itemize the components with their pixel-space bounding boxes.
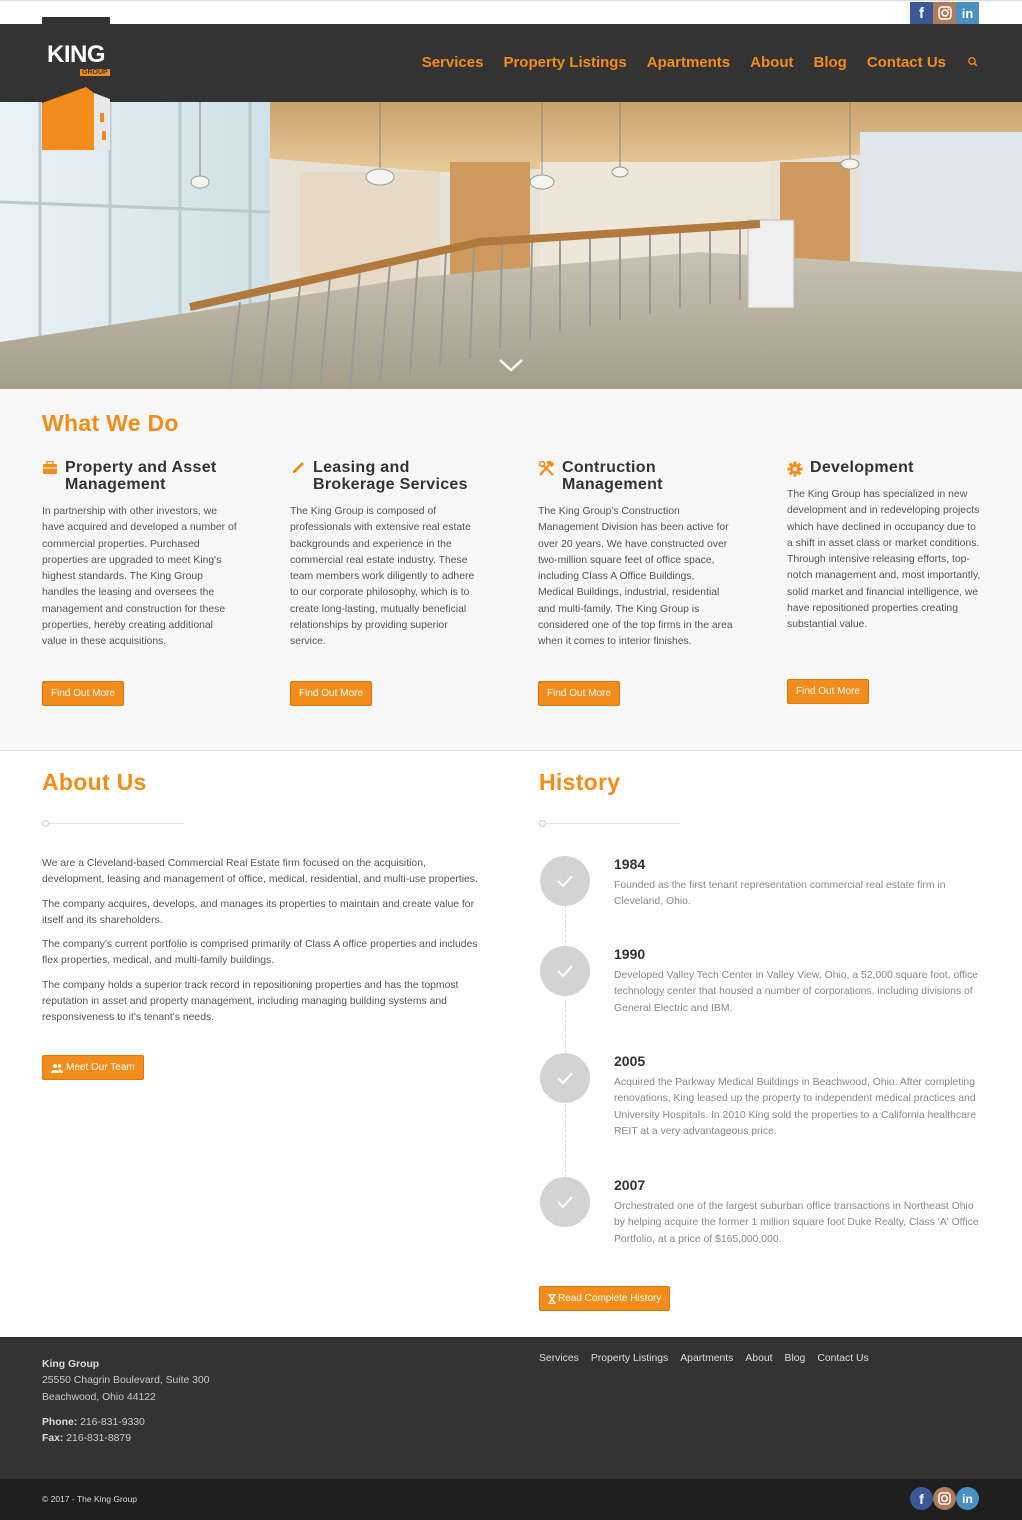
king-group-logo[interactable] — [42, 17, 110, 150]
nav-property-listings[interactable]: Property Listings — [503, 54, 627, 71]
instagram-icon[interactable] — [933, 2, 956, 24]
read-complete-history-label: Read Complete History — [558, 1293, 662, 1304]
timeline-text: Orchestrated one of the largest suburban office transactions in Northeast Ohio by helping acquire the former 1 million square foot Duke Realty, Class 'A' Office Portfolio, at a price of $165,000,000. — [614, 1201, 979, 1245]
find-out-more-button[interactable]: Find Out More — [42, 681, 124, 706]
meet-our-team-button[interactable] — [42, 1055, 144, 1080]
footer-nav — [539, 1353, 869, 1364]
timeline-text: Founded as the first tenant representation commercial real estate firm in Cleveland, Ohio. — [614, 880, 946, 908]
briefcase-icon — [42, 461, 58, 475]
service-title-line2: Brokerage Services — [313, 476, 468, 493]
main-nav — [422, 54, 980, 71]
footer-company: King Group — [42, 1359, 100, 1370]
about-paragraph: We are a Cleveland-based Commercial Real Estate firm focused on the acquisition, development, leasing and management of office, medical, residential, and multi-use properties. — [42, 858, 478, 886]
meet-our-team-label: Meet Our Team — [66, 1062, 135, 1073]
check-icon — [540, 856, 590, 906]
service-title-line1: Development — [810, 459, 914, 476]
service-description: In partnership with other investors, we have acquired and developed a number of commercial properties. Purchased properties are upgraded to meet King's highest standards. The King Group handles the leasing and oversees the management and construction for these properties, hereby creating additional value in these acquisitions. — [42, 506, 237, 648]
footer-fax-label: Fax: — [42, 1433, 64, 1445]
history-title: History — [539, 769, 621, 795]
check-icon — [540, 1053, 590, 1103]
facebook-icon[interactable]: f — [910, 2, 933, 24]
footer-nav-about[interactable]: About — [745, 1353, 773, 1364]
check-icon — [540, 946, 590, 996]
timeline-year: 1984 — [614, 856, 646, 872]
footer-nav-services[interactable]: Services — [539, 1353, 579, 1364]
find-out-more-button[interactable]: Find Out More — [538, 681, 620, 706]
tools-icon — [538, 461, 555, 476]
hero-image — [0, 102, 1022, 389]
service-title-line1: Property and Asset — [65, 459, 217, 476]
service-description: The King Group has specialized in new development and in redeveloping projects which have declined in occupancy due to a shift in asset class or market conditions. Through intensive releasing efforts, top-notch management and, most importantly, solid market and financial intelligence, we have repositioned properties creating substantial value. — [787, 489, 981, 631]
find-out-more-button[interactable]: Find Out More — [290, 681, 372, 706]
nav-services[interactable]: Services — [421, 54, 484, 71]
nav-blog[interactable]: Blog — [813, 54, 847, 71]
about-divider — [46, 823, 184, 824]
service-title-line1: Contruction — [562, 459, 656, 476]
copyright-text: © 2017 - The King Group — [42, 1494, 137, 1504]
logo-building-mark — [42, 87, 110, 150]
top-social-bar — [0, 0, 1022, 24]
timeline-year: 2005 — [614, 1053, 646, 1069]
history-divider-dot — [539, 820, 546, 827]
read-complete-history-button[interactable] — [539, 1286, 670, 1311]
footer-phone[interactable]: 216-831-9330 — [80, 1416, 145, 1428]
about-divider-dot — [42, 820, 49, 827]
hourglass-icon — [548, 1294, 556, 1304]
footer-address-line2: Beachwood, Ohio 44122 — [42, 1391, 156, 1403]
about-paragraph: The company holds a superior track record in repositioning properties and has the topmost reputation in asset and property management, including managing building systems and responsiveness to it's tenant's needs. — [42, 979, 459, 1024]
footer-nav-contact-us[interactable]: Contact Us — [817, 1353, 869, 1364]
logo-sub: GROUP — [82, 69, 108, 76]
logo-name: KING — [47, 41, 105, 68]
linkedin-icon[interactable]: in — [956, 1487, 979, 1510]
footer-address — [42, 1357, 210, 1447]
service-construction-management — [538, 459, 733, 699]
footer-nav-blog[interactable]: Blog — [784, 1353, 806, 1364]
what-we-do-title: What We Do — [42, 410, 179, 436]
about-paragraph: The company acquires, develops, and manages its properties to maintain and create value for itself and its shareholders. — [42, 898, 475, 926]
facebook-icon[interactable]: f — [910, 1487, 933, 1510]
check-icon — [540, 1177, 590, 1227]
footer-nav-property-listings[interactable]: Property Listings — [590, 1353, 669, 1364]
footer-nav-apartments[interactable]: Apartments — [680, 1353, 734, 1364]
timeline-text: Acquired the Parkway Medical Buildings in Beachwood, Ohio. After completing renovations, King leased up the property to independent medical practices and University Hospitals. In 2010 King sold the properties to a California healthcare REIT at a very advantageous price. — [614, 1077, 977, 1137]
footer-fax: 216-831-8879 — [66, 1433, 131, 1445]
search-icon[interactable] — [966, 55, 980, 69]
service-title-line2: Management — [562, 476, 663, 493]
service-leasing-brokerage — [290, 459, 485, 699]
service-title-line2: Management — [65, 476, 166, 493]
timeline-text: Developed Valley Tech Center in Valley View, Ohio, a 52,000 square foot, office technology center that housed a number of corporations, including divisions of General Electric and IBM. — [614, 970, 979, 1014]
about-us-title: About Us — [42, 769, 147, 795]
about-paragraph: The company's current portfolio is comprised primarily of Class A office properties and includes flex properties, medical, and multi-family buildings. — [42, 939, 478, 967]
service-description: The King Group is composed of professionals with extensive real estate backgrounds and experience in the commercial real estate industry. These team members work diligently to adhere to our corporate philosophy, which is to create long-lasting, mutually beneficial relationships by providing superior service. — [290, 506, 475, 648]
footer-address-line1: 25550 Chagrin Boulevard, Suite 300 — [42, 1375, 210, 1387]
linkedin-icon[interactable]: in — [956, 2, 979, 24]
about-text — [42, 856, 482, 1035]
nav-about[interactable]: About — [750, 54, 794, 71]
find-out-more-button[interactable]: Find Out More — [787, 679, 869, 704]
site-footer — [0, 1337, 1022, 1479]
gear-icon — [787, 461, 803, 477]
footer-bottom-bar — [0, 1479, 1022, 1520]
pencil-icon — [290, 461, 306, 475]
nav-contact-us[interactable]: Contact Us — [866, 54, 946, 71]
instagram-icon[interactable] — [933, 1487, 956, 1510]
service-description: The King Group's Construction Management Division has been active for over 20 years. We have constructed over two-million square feet of office space, including Class A Office Buildings, Medical Buildings, industrial, residential and multi-family. The King Group is considered one of the top firms in the area when it comes to interior finishes. — [538, 506, 733, 648]
timeline-line — [565, 880, 566, 1202]
footer-phone-label: Phone: — [42, 1416, 78, 1428]
social-links-bottom — [910, 1487, 979, 1510]
service-title-line1: Leasing and — [313, 459, 410, 476]
nav-apartments[interactable]: Apartments — [646, 54, 731, 71]
users-icon — [51, 1063, 63, 1073]
what-we-do-section — [0, 389, 1022, 751]
social-links-top — [910, 2, 979, 24]
timeline-year: 1990 — [614, 946, 646, 962]
history-divider — [543, 823, 680, 824]
site-header — [0, 24, 1022, 102]
service-development — [787, 459, 983, 697]
timeline-year: 2007 — [614, 1177, 646, 1193]
service-property-asset-management — [42, 459, 237, 699]
scroll-down-chevron-icon[interactable] — [498, 357, 524, 373]
